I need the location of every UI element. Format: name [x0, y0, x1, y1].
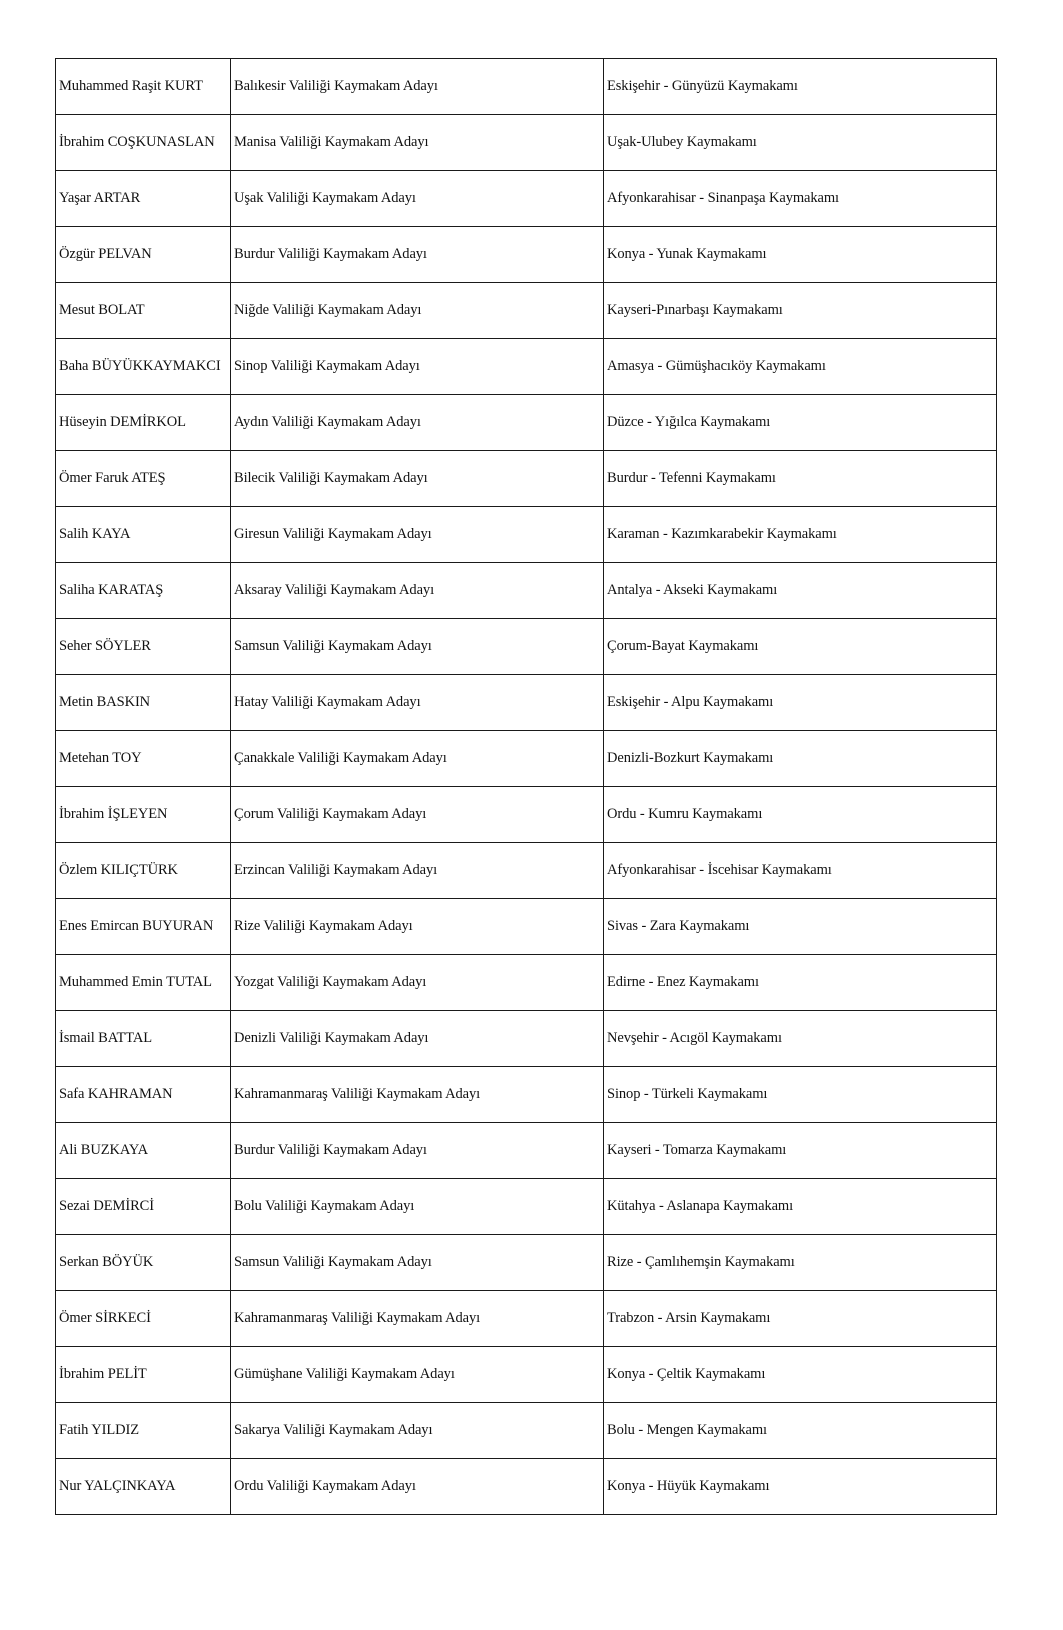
cell-current-post: Denizli Valiliği Kaymakam Adayı — [231, 1011, 604, 1067]
cell-new-post: Kayseri-Pınarbaşı Kaymakamı — [604, 283, 997, 339]
table-row — [56, 1179, 997, 1235]
cell-current-post: Sakarya Valiliği Kaymakam Adayı — [231, 1403, 604, 1459]
table-row — [56, 1067, 997, 1123]
cell-current-post: Samsun Valiliği Kaymakam Adayı — [231, 619, 604, 675]
table-row — [56, 787, 997, 843]
cell-name: Mesut BOLAT — [56, 283, 231, 339]
cell-current-post: Aydın Valiliği Kaymakam Adayı — [231, 395, 604, 451]
cell-name: Nur YALÇINKAYA — [56, 1459, 231, 1515]
cell-new-post: Bolu - Mengen Kaymakamı — [604, 1403, 997, 1459]
table-row — [56, 563, 997, 619]
cell-new-post: Ordu - Kumru Kaymakamı — [604, 787, 997, 843]
cell-current-post: Balıkesir Valiliği Kaymakam Adayı — [231, 59, 604, 115]
cell-new-post: Afyonkarahisar - İscehisar Kaymakamı — [604, 843, 997, 899]
cell-current-post: Yozgat Valiliği Kaymakam Adayı — [231, 955, 604, 1011]
cell-current-post: Uşak Valiliği Kaymakam Adayı — [231, 171, 604, 227]
cell-new-post: Amasya - Gümüşhacıköy Kaymakamı — [604, 339, 997, 395]
cell-current-post: Çanakkale Valiliği Kaymakam Adayı — [231, 731, 604, 787]
cell-name: İbrahim PELİT — [56, 1347, 231, 1403]
cell-name: Yaşar ARTAR — [56, 171, 231, 227]
cell-current-post: Burdur Valiliği Kaymakam Adayı — [231, 1123, 604, 1179]
cell-name: Fatih YILDIZ — [56, 1403, 231, 1459]
table-row — [56, 339, 997, 395]
cell-new-post: Düzce - Yığılca Kaymakamı — [604, 395, 997, 451]
cell-name: Hüseyin DEMİRKOL — [56, 395, 231, 451]
table-row — [56, 1011, 997, 1067]
table-row — [56, 1123, 997, 1179]
cell-new-post: Konya - Hüyük Kaymakamı — [604, 1459, 997, 1515]
cell-name: Salih KAYA — [56, 507, 231, 563]
cell-current-post: Bilecik Valiliği Kaymakam Adayı — [231, 451, 604, 507]
cell-new-post: Kütahya - Aslanapa Kaymakamı — [604, 1179, 997, 1235]
cell-name: Safa KAHRAMAN — [56, 1067, 231, 1123]
cell-current-post: Giresun Valiliği Kaymakam Adayı — [231, 507, 604, 563]
table-row — [56, 675, 997, 731]
table-row — [56, 283, 997, 339]
cell-current-post: Burdur Valiliği Kaymakam Adayı — [231, 227, 604, 283]
cell-new-post: Denizli-Bozkurt Kaymakamı — [604, 731, 997, 787]
cell-current-post: Çorum Valiliği Kaymakam Adayı — [231, 787, 604, 843]
table-row — [56, 59, 997, 115]
cell-current-post: Samsun Valiliği Kaymakam Adayı — [231, 1235, 604, 1291]
cell-new-post: Sivas - Zara Kaymakamı — [604, 899, 997, 955]
cell-name: Metin BASKIN — [56, 675, 231, 731]
cell-new-post: Burdur - Tefenni Kaymakamı — [604, 451, 997, 507]
cell-current-post: Ordu Valiliği Kaymakam Adayı — [231, 1459, 604, 1515]
table-row — [56, 619, 997, 675]
appointments-table — [55, 58, 997, 1515]
table-row — [56, 171, 997, 227]
cell-current-post: Rize Valiliği Kaymakam Adayı — [231, 899, 604, 955]
cell-name: Serkan BÖYÜK — [56, 1235, 231, 1291]
cell-name: Muhammed Raşit KURT — [56, 59, 231, 115]
cell-name: Enes Emircan BUYURAN — [56, 899, 231, 955]
cell-new-post: Rize - Çamlıhemşin Kaymakamı — [604, 1235, 997, 1291]
cell-name: Özlem KILIÇTÜRK — [56, 843, 231, 899]
cell-new-post: Nevşehir - Acıgöl Kaymakamı — [604, 1011, 997, 1067]
cell-new-post: Eskişehir - Alpu Kaymakamı — [604, 675, 997, 731]
table-row — [56, 451, 997, 507]
cell-new-post: Çorum-Bayat Kaymakamı — [604, 619, 997, 675]
cell-new-post: Uşak-Ulubey Kaymakamı — [604, 115, 997, 171]
cell-current-post: Gümüşhane Valiliği Kaymakam Adayı — [231, 1347, 604, 1403]
cell-name: Ömer Faruk ATEŞ — [56, 451, 231, 507]
cell-new-post: Afyonkarahisar - Sinanpaşa Kaymakamı — [604, 171, 997, 227]
table-row — [56, 1459, 997, 1515]
cell-current-post: Niğde Valiliği Kaymakam Adayı — [231, 283, 604, 339]
cell-new-post: Konya - Yunak Kaymakamı — [604, 227, 997, 283]
cell-name: Seher SÖYLER — [56, 619, 231, 675]
cell-name: Muhammed Emin TUTAL — [56, 955, 231, 1011]
cell-name: İbrahim İŞLEYEN — [56, 787, 231, 843]
cell-new-post: Trabzon - Arsin Kaymakamı — [604, 1291, 997, 1347]
table-row — [56, 731, 997, 787]
cell-name: Saliha KARATAŞ — [56, 563, 231, 619]
cell-name: Özgür PELVAN — [56, 227, 231, 283]
cell-new-post: Kayseri - Tomarza Kaymakamı — [604, 1123, 997, 1179]
cell-current-post: Aksaray Valiliği Kaymakam Adayı — [231, 563, 604, 619]
cell-current-post: Manisa Valiliği Kaymakam Adayı — [231, 115, 604, 171]
cell-new-post: Sinop - Türkeli Kaymakamı — [604, 1067, 997, 1123]
table-row — [56, 227, 997, 283]
cell-name: İsmail BATTAL — [56, 1011, 231, 1067]
table-row — [56, 1347, 997, 1403]
table-row — [56, 507, 997, 563]
cell-new-post: Karaman - Kazımkarabekir Kaymakamı — [604, 507, 997, 563]
cell-new-post: Eskişehir - Günyüzü Kaymakamı — [604, 59, 997, 115]
cell-name: İbrahim COŞKUNASLAN — [56, 115, 231, 171]
cell-name: Metehan TOY — [56, 731, 231, 787]
cell-new-post: Konya - Çeltik Kaymakamı — [604, 1347, 997, 1403]
table-row — [56, 395, 997, 451]
cell-new-post: Antalya - Akseki Kaymakamı — [604, 563, 997, 619]
cell-new-post: Edirne - Enez Kaymakamı — [604, 955, 997, 1011]
table-row — [56, 955, 997, 1011]
table-row — [56, 899, 997, 955]
cell-current-post: Kahramanmaraş Valiliği Kaymakam Adayı — [231, 1067, 604, 1123]
cell-name: Baha BÜYÜKKAYMAKCI — [56, 339, 231, 395]
cell-current-post: Kahramanmaraş Valiliği Kaymakam Adayı — [231, 1291, 604, 1347]
table-row — [56, 843, 997, 899]
appointments-table-body — [56, 59, 997, 1515]
table-row — [56, 115, 997, 171]
cell-current-post: Hatay Valiliği Kaymakam Adayı — [231, 675, 604, 731]
table-row — [56, 1403, 997, 1459]
cell-name: Ali BUZKAYA — [56, 1123, 231, 1179]
cell-current-post: Bolu Valiliği Kaymakam Adayı — [231, 1179, 604, 1235]
table-row — [56, 1291, 997, 1347]
cell-current-post: Sinop Valiliği Kaymakam Adayı — [231, 339, 604, 395]
cell-current-post: Erzincan Valiliği Kaymakam Adayı — [231, 843, 604, 899]
cell-name: Sezai DEMİRCİ — [56, 1179, 231, 1235]
table-row — [56, 1235, 997, 1291]
cell-name: Ömer SİRKECİ — [56, 1291, 231, 1347]
